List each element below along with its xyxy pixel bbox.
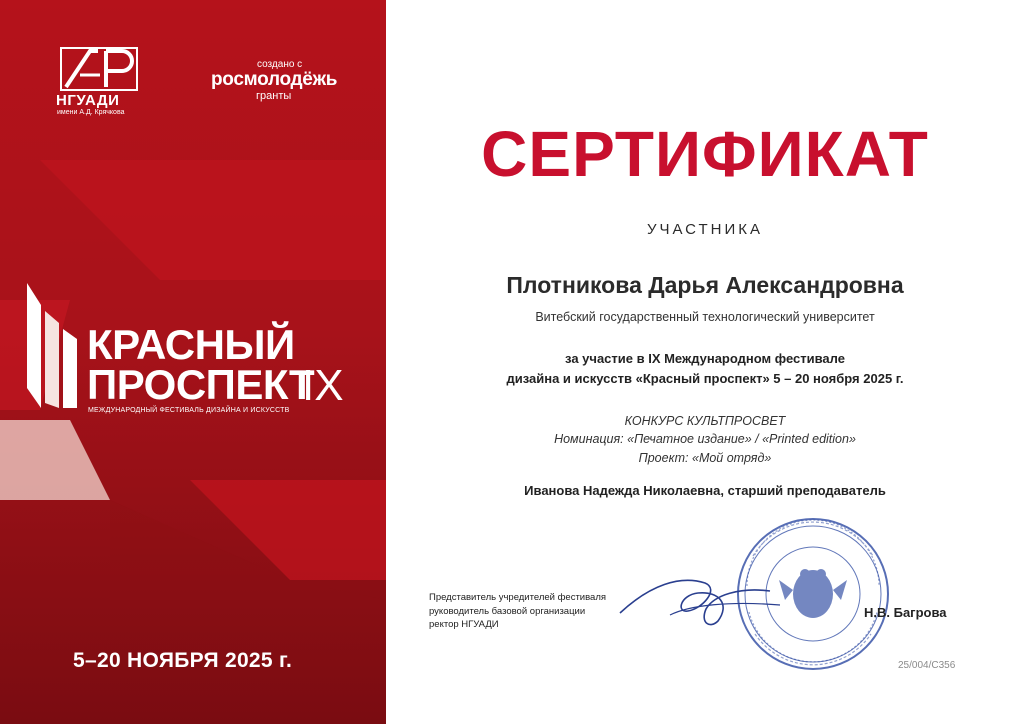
festival-mark-icon [27,283,79,408]
nomination: Номинация: «Печатное издание» / «Printed edition» [554,432,856,446]
signer-name: Н.В. Багрова [864,605,947,620]
festival-name-line2: ПРОСПЕКТ [87,361,315,408]
participation-line-1: за участие в IX Международном фестивале [565,351,845,366]
handwritten-signature-icon [610,565,790,635]
festival-dates: 5–20 НОЯБРЯ 2025 г. [73,649,293,672]
recipient-university: Витебский государственный технологический университет [535,310,875,324]
festival-name-line1: КРАСНЫЙ [87,321,295,368]
university-logo-text: НГУАДИ [56,92,120,109]
signer-role-line-1: Представитель учредителей фестиваля [429,592,607,603]
certificate-number: 25/004/С356 [898,660,956,671]
grant-caption: создано с [257,59,303,70]
project-name: Проект: «Мой отряд» [638,451,772,465]
festival-number: IX [302,361,344,410]
contest-name: КОНКУРС КУЛЬТПРОСВЕТ [624,414,786,428]
recipient-name: Плотникова Дарья Александровна [506,272,904,298]
grant-brand: росмолодёжь [211,69,338,90]
supervisor: Иванова Надежда Николаевна, старший преподаватель [524,483,886,498]
signer-role-line-2: руководитель базовой организации [429,606,586,617]
signer-role-line-3: ректор НГУАДИ [429,619,499,630]
certificate-subtitle: УЧАСТНИКА [646,221,764,238]
university-logo-subtitle: имени А.Д. Крячкова [57,109,125,116]
grant-label: гранты [256,90,292,102]
certificate-title: СЕРТИФИКАТ [481,118,929,190]
participation-line-2: дизайна и искусств «Красный проспект» 5 – 20 ноября 2025 г. [506,371,904,386]
festival-tagline: МЕЖДУНАРОДНЫЙ ФЕСТИВАЛЬ ДИЗАЙНА И ИСКУССТВ [88,407,290,414]
university-logo-icon [60,47,138,91]
festival-panel [0,0,386,724]
